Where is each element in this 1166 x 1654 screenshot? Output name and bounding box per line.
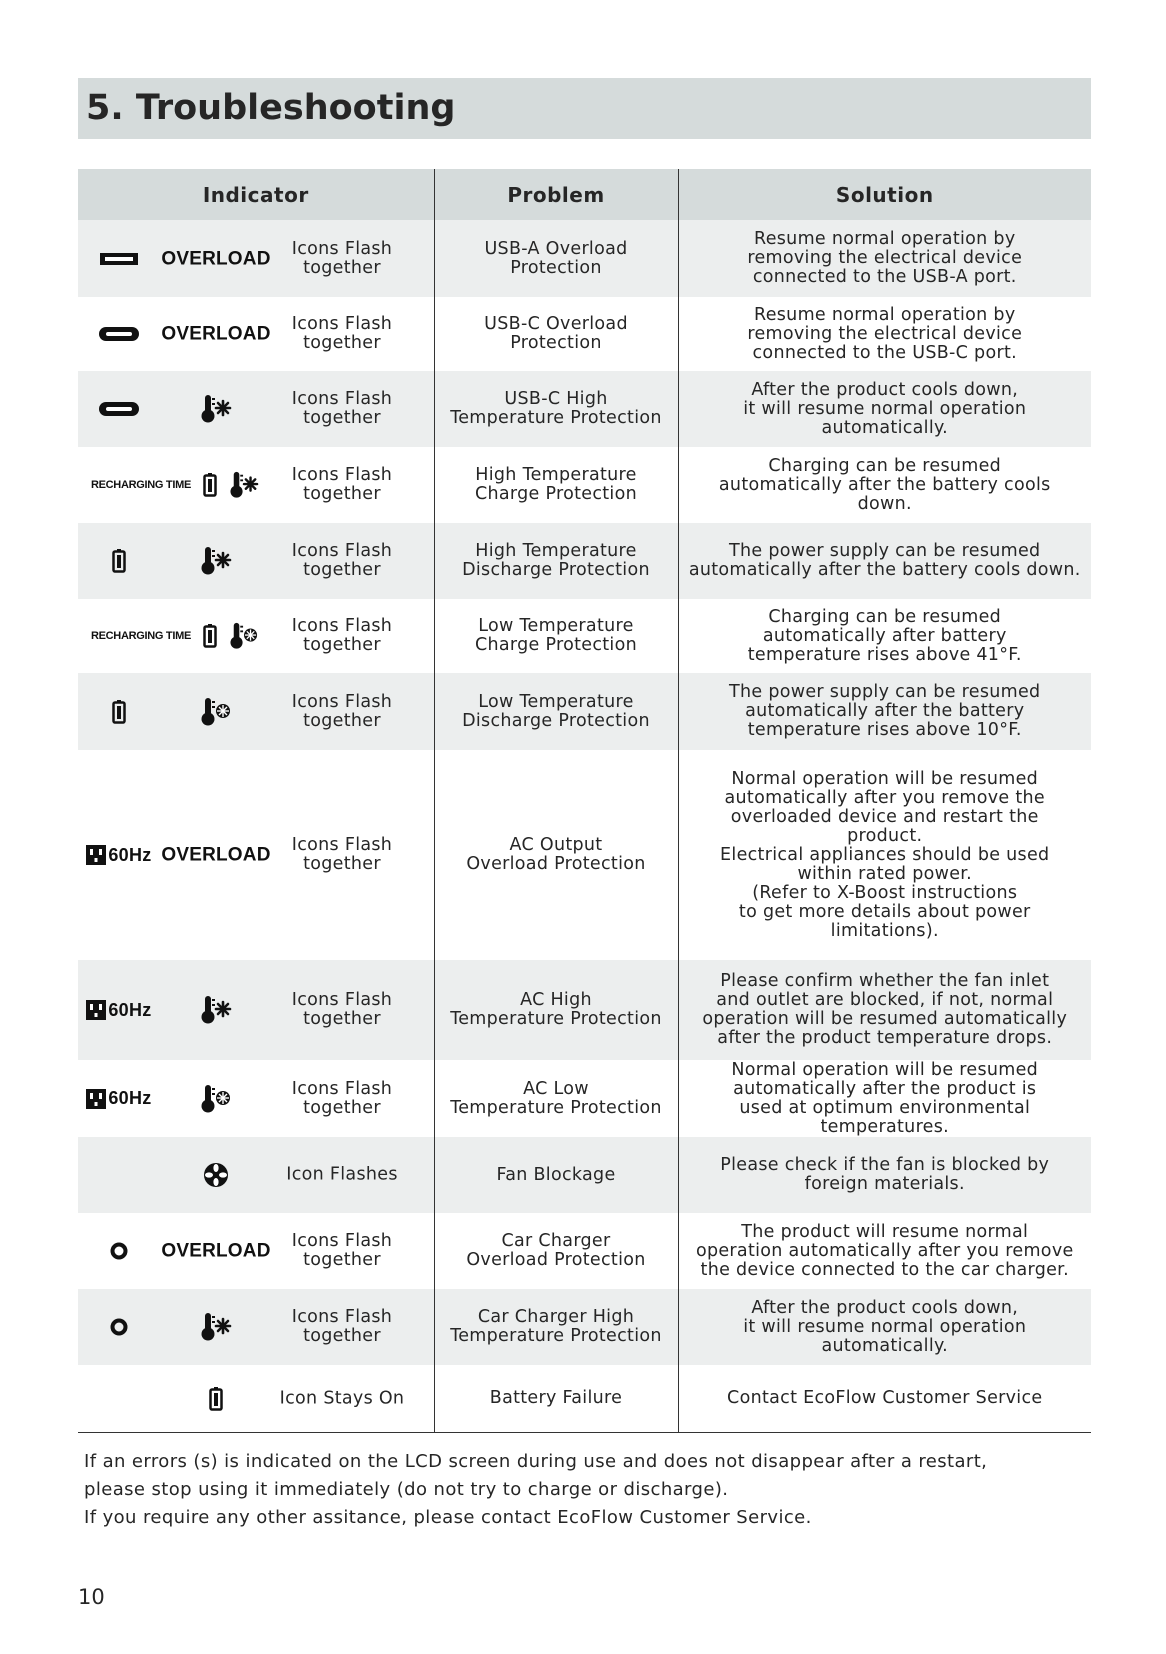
indicator-cell [78,1289,434,1365]
solution-text: automatically after you remove the [724,787,1045,808]
header-indicator: Indicator [78,169,434,220]
fan-icon [203,1162,229,1188]
indicator-cell [78,1137,434,1213]
solution-cell [678,1365,1091,1433]
solution-text: it will resume normal operation [743,398,1027,419]
problem-text: Fan Blockage [496,1164,616,1185]
flash-text: Icon Flashes [286,1164,398,1185]
table-row [78,1137,1091,1213]
problem-cell [434,523,678,599]
low-temperature-icon [229,622,259,650]
solution-cell [678,220,1091,297]
solution-text: automatically after the battery [745,701,1025,721]
problem-text: USB-C High [504,389,608,409]
solution-cell [678,523,1091,599]
solution-text: operation will be resumed automatically [702,1009,1068,1029]
problem-cell [434,1365,678,1433]
problem-text: Protection [510,257,602,278]
solution-text: operation automatically after you remove [695,1240,1074,1261]
problem-text: Low Temperature [478,691,634,712]
solution-text: Resume normal operation by [754,229,1016,249]
overload-label: OVERLOAD [161,1240,271,1262]
overload-label: OVERLOAD [161,323,271,345]
flash-text: Icons Flash [291,1078,393,1099]
problem-cell [434,220,678,297]
problem-cell [434,599,678,673]
problem-cell [434,297,678,371]
table-row [78,1060,1091,1137]
problem-text: High Temperature [475,541,637,561]
problem-text: AC Low [523,1078,589,1099]
indicator-cell [78,371,434,447]
table-row [78,447,1091,523]
indicator-cell [78,1365,434,1433]
solution-text: down. [857,493,912,514]
flash-text: together [303,333,381,353]
solution-text: (Refer to X-Boost instructions [752,882,1018,903]
flash-text: together [303,257,381,278]
solution-text: automatically. [821,1335,949,1356]
battery-icon [112,549,126,573]
flash-text: Icons Flash [291,1231,393,1251]
problem-text: Temperature Protection [450,1326,662,1346]
high-temperature-icon [200,546,232,576]
indicator-cell [78,523,434,599]
flash-text: together [303,1009,381,1029]
indicator-cell [78,447,434,523]
solution-cell [678,673,1091,750]
problem-cell [434,371,678,447]
indicator-cell [78,599,434,673]
flash-text: Icons Flash [291,465,393,485]
flash-text: together [303,635,381,655]
table-row [78,523,1091,599]
solution-text: automatically after the battery cools [718,474,1051,495]
header-solution: Solution [678,169,1091,220]
low-temperature-icon [200,697,232,727]
problem-text: Low Temperature [478,616,634,636]
page-number: 10 [78,1585,105,1609]
table-row [78,220,1091,297]
table-row [78,297,1091,371]
solution-cell [678,1289,1091,1365]
solution-text: temperature rises above 41°F. [747,644,1022,665]
problem-cell [434,1137,678,1213]
problem-text: Protection [510,333,602,353]
solution-text: automatically after the product is [733,1078,1037,1099]
high-temperature-icon [200,995,232,1025]
header-problem: Problem [434,169,678,220]
indicator-cell [78,960,434,1060]
solution-text: used at optimum environmental [739,1097,1031,1118]
ac-outlet-icon [86,1089,106,1109]
frequency-label: 60Hz [108,999,152,1020]
solution-text: connected to the USB-C port. [752,342,1017,363]
frequency-label: 60Hz [108,844,152,865]
flash-text: Icons Flash [291,541,393,561]
solution-text: foreign materials. [804,1174,965,1194]
flash-text: Icons Flash [291,616,393,636]
solution-text: product. [847,825,923,846]
battery-icon [209,1387,223,1411]
solution-text: within rated power. [797,863,973,884]
problem-text: Temperature Protection [450,1097,662,1118]
problem-text: AC Output [509,835,603,855]
ac-outlet-icon [86,845,106,865]
solution-cell [678,1137,1091,1213]
solution-text: connected to the USB-A port. [752,267,1017,287]
solution-text: overloaded device and restart the [730,806,1039,827]
indicator-cell [78,1060,434,1137]
solution-text: The power supply can be resumed [729,682,1041,702]
solution-text: Charging can be resumed [768,455,1002,476]
solution-text: Electrical appliances should be used [720,844,1050,865]
solution-text: after the product temperature drops. [717,1028,1053,1048]
problem-cell [434,960,678,1060]
flash-text: Icon Stays On [279,1388,405,1408]
problem-text: Battery Failure [489,1388,623,1408]
problem-text: Discharge Protection [462,560,650,580]
solution-text: After the product cools down, [751,379,1019,400]
high-temperature-icon [200,394,232,424]
flash-text: Icons Flash [291,835,393,855]
recharging-time-label: RECHARGING TIME [90,478,191,491]
problem-text: Charge Protection [475,484,637,504]
solution-text: it will resume normal operation [743,1316,1027,1337]
solution-text: temperature rises above 10°F. [747,720,1022,740]
footer-note-line: please stop using it immediately (do not try to charge or discharge). [84,1479,729,1500]
solution-text: automatically after battery [762,625,1007,646]
problem-cell [434,1289,678,1365]
problem-text: USB-C Overload [484,314,628,334]
section-title-bar [78,78,1091,139]
solution-text: Contact EcoFlow Customer Service [727,1388,1043,1408]
solution-text: The power supply can be resumed [729,541,1041,561]
battery-icon [203,473,217,497]
problem-cell [434,1213,678,1289]
footer-note [84,1448,1084,1532]
overload-label: OVERLOAD [161,844,271,866]
battery-icon [203,624,217,648]
high-temperature-icon [200,1312,232,1342]
problem-text: Temperature Protection [450,1009,662,1029]
troubleshooting-table [78,169,1091,1433]
high-temperature-icon [229,471,259,499]
flash-text: together [303,560,381,580]
solution-cell [678,960,1091,1060]
solution-cell [678,1060,1091,1137]
solution-text: Resume normal operation by [754,304,1016,325]
overload-label: OVERLOAD [161,248,271,269]
recharging-time-label: RECHARGING TIME [90,629,191,642]
solution-text: Please check if the fan is blocked by [720,1155,1050,1175]
flash-text: together [303,1250,381,1270]
table-row [78,371,1091,447]
indicator-cell [78,297,434,371]
frequency-label: 60Hz [108,1088,152,1108]
solution-text: and outlet are blocked, if not, normal [716,990,1054,1010]
section-title: 5. Troubleshooting [86,88,456,128]
flash-text: together [303,1097,381,1118]
usb-a-icon [99,252,139,266]
solution-cell [678,447,1091,523]
solution-text: limitations). [830,920,939,941]
solution-cell [678,750,1091,960]
problem-text: AC High [520,990,592,1010]
indicator-cell [78,1213,434,1289]
solution-text: automatically after the battery cools down. [688,560,1081,580]
problem-text: Car Charger High [477,1307,635,1327]
solution-cell [678,371,1091,447]
table-row [78,673,1091,750]
solution-cell [678,599,1091,673]
problem-text: Overload Protection [466,854,646,874]
flash-text: Icons Flash [291,691,393,712]
solution-text: removing the electrical device [747,248,1023,268]
problem-text: Temperature Protection [450,408,662,428]
solution-text: automatically. [821,417,949,438]
problem-text: USB-A Overload [484,238,628,259]
car-charger-icon [110,1242,128,1260]
solution-text: Charging can be resumed [768,606,1002,627]
flash-text: together [303,710,381,731]
problem-cell [434,750,678,960]
problem-cell [434,447,678,523]
flash-text: Icons Flash [291,238,393,259]
flash-text: together [303,854,381,874]
solution-cell [678,1213,1091,1289]
problem-cell [434,673,678,750]
low-temperature-icon [200,1084,232,1114]
footer-note-line: If an errors (s) is indicated on the LCD screen during use and does not disappear after a restart, [84,1451,988,1472]
table-row [78,750,1091,960]
indicator-cell [78,750,434,960]
solution-text: the device connected to the car charger. [700,1259,1069,1280]
indicator-cell [78,220,434,297]
flash-text: Icons Flash [291,990,393,1010]
problem-text: High Temperature [475,465,637,485]
solution-text: Normal operation will be resumed [731,1059,1039,1080]
solution-text: temperatures. [820,1116,950,1137]
footer-note-line: If you require any other assitance, please contact EcoFlow Customer Service. [84,1507,812,1528]
table-row [78,1289,1091,1365]
solution-text: The product will resume normal [741,1221,1029,1242]
solution-text: Normal operation will be resumed [731,768,1039,789]
table-header-row [78,169,1091,220]
indicator-cell [78,673,434,750]
usb-c-icon [98,401,140,417]
flash-text: Icons Flash [291,314,393,334]
problem-text: Car Charger [501,1231,611,1251]
flash-text: Icons Flash [291,1307,393,1327]
solution-text: removing the electrical device [747,323,1023,344]
flash-text: Icons Flash [291,389,393,409]
table-row [78,1213,1091,1289]
problem-cell [434,1060,678,1137]
solution-text: to get more details about power [738,901,1031,922]
problem-text: Discharge Protection [462,710,650,731]
table-row [78,599,1091,673]
battery-icon [112,700,126,724]
ac-outlet-icon [86,1000,106,1020]
problem-text: Overload Protection [466,1250,646,1270]
flash-text: together [303,484,381,504]
table-row [78,1365,1091,1433]
usb-c-icon [98,326,140,342]
solution-cell [678,297,1091,371]
flash-text: together [303,408,381,428]
solution-text: After the product cools down, [751,1297,1019,1318]
flash-text: together [303,1326,381,1346]
car-charger-icon [110,1318,128,1336]
solution-text: Please confirm whether the fan inlet [720,971,1050,991]
table-row [78,960,1091,1060]
problem-text: Charge Protection [475,635,637,655]
